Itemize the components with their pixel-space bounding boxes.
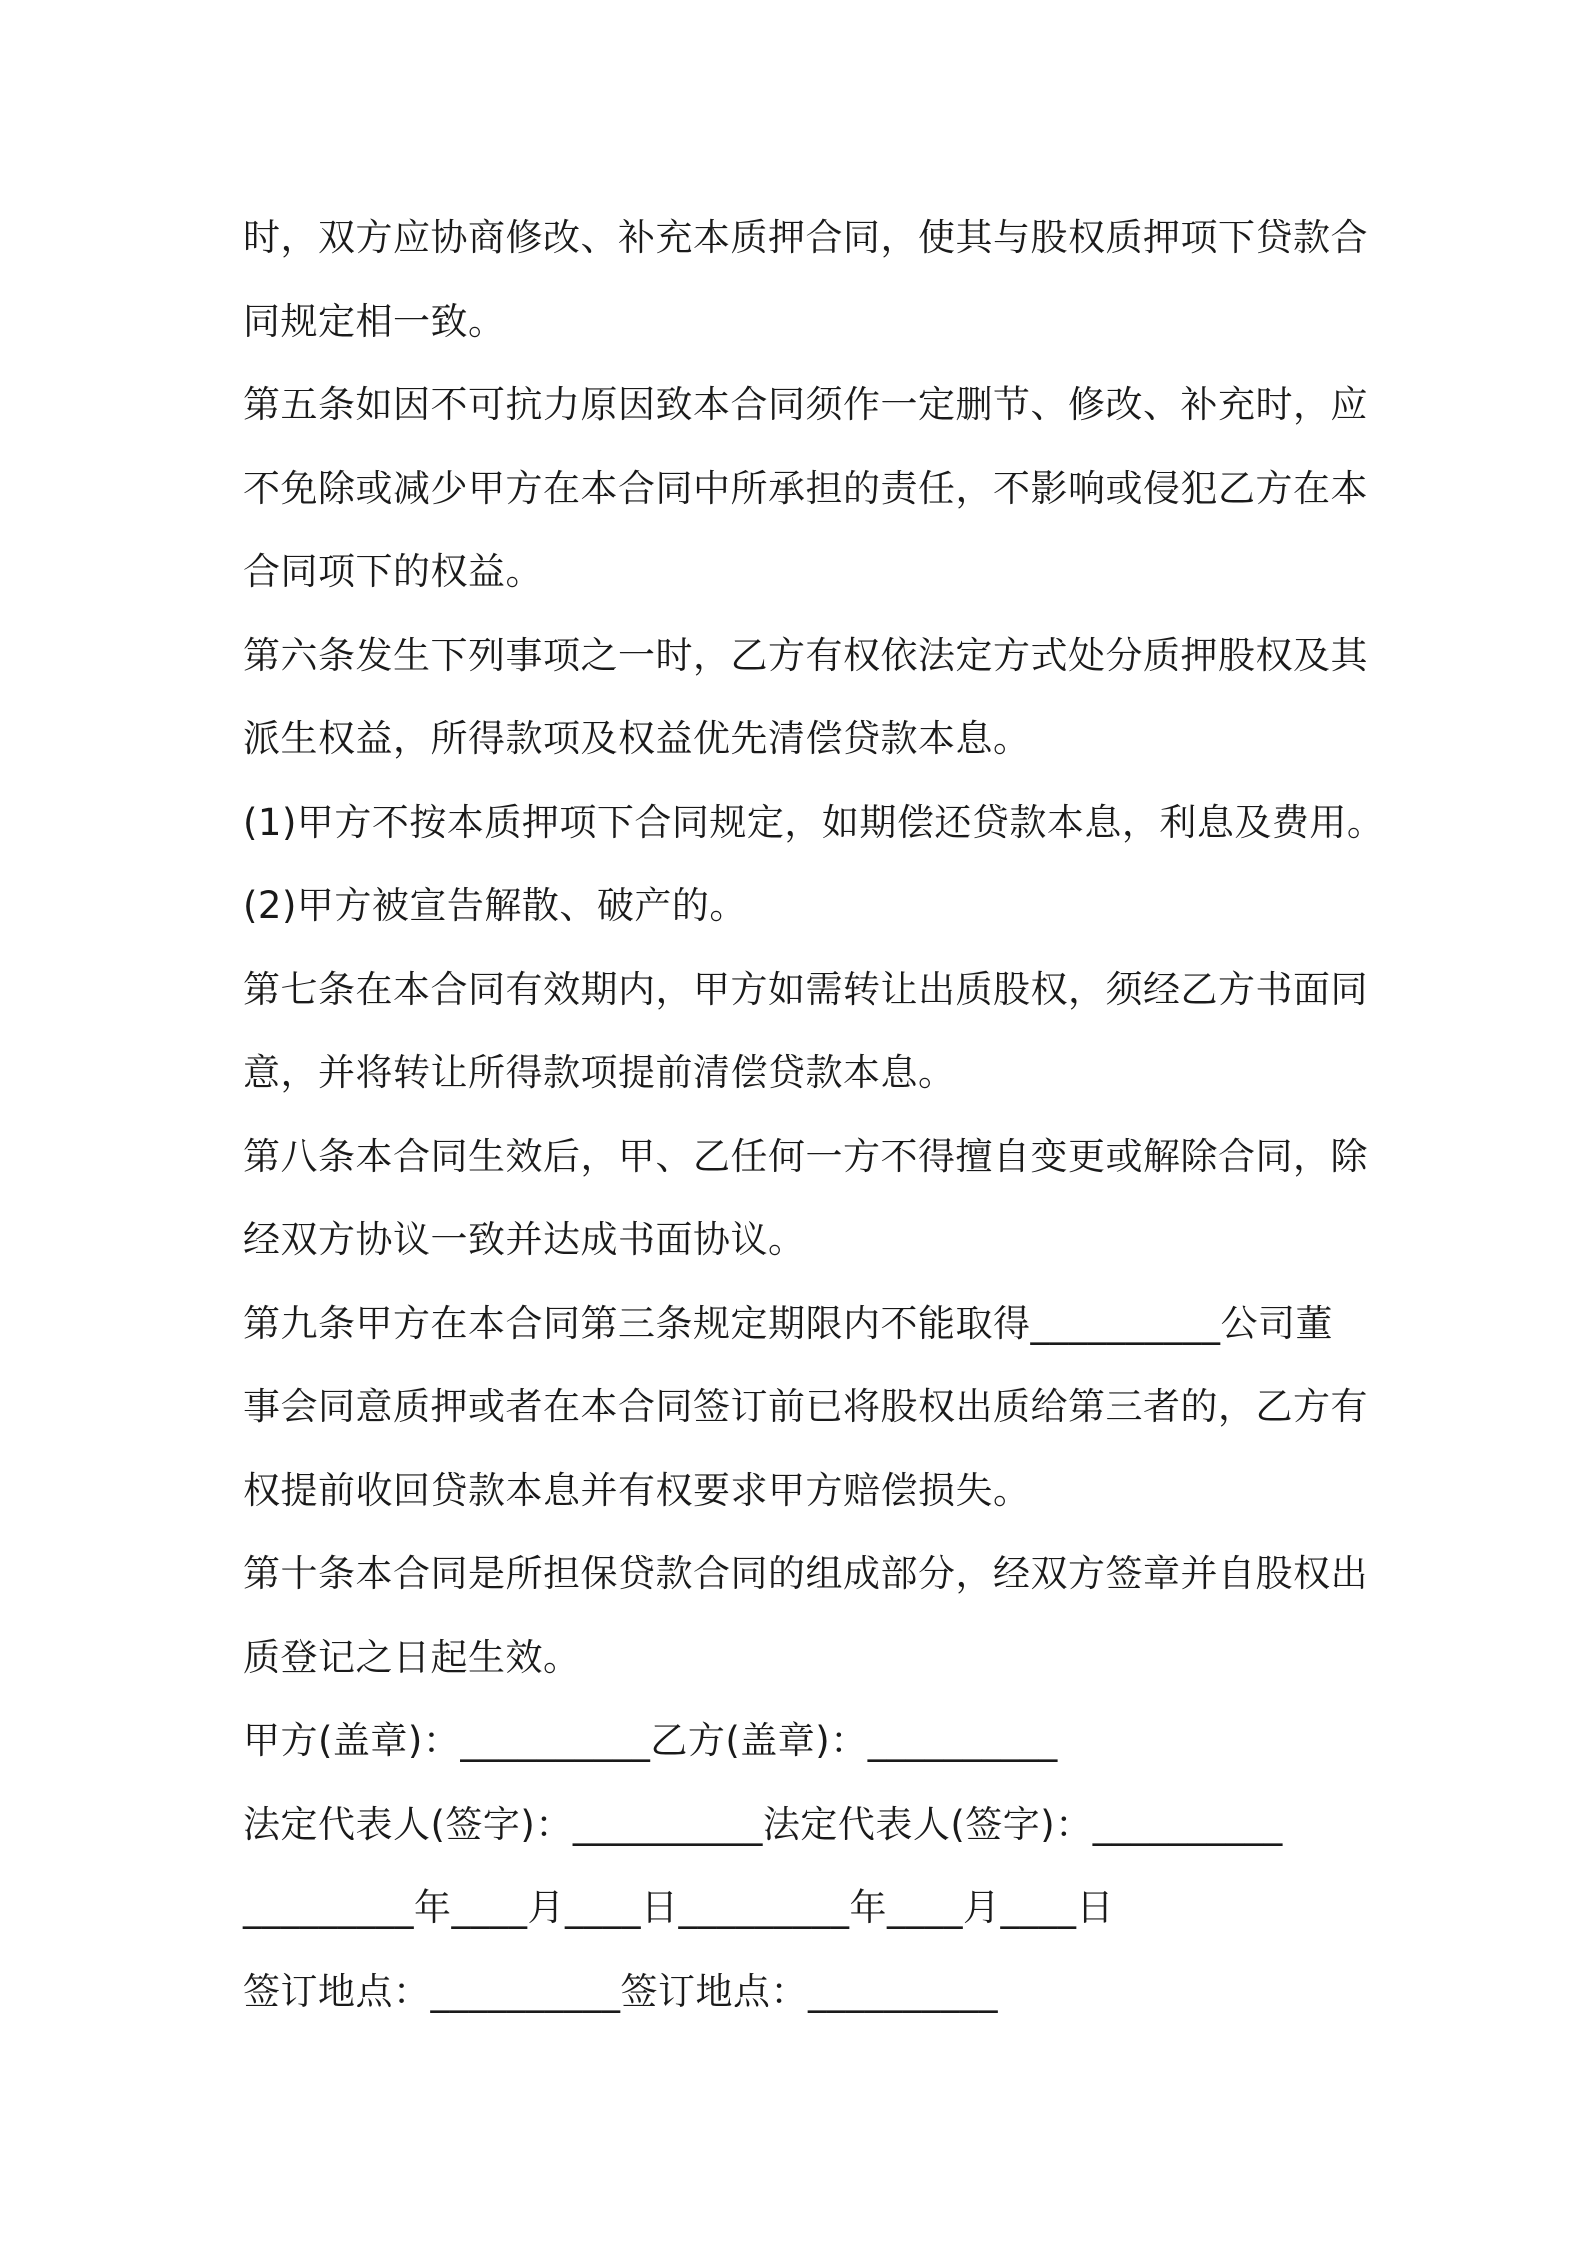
text-line: 不免除或减少甲方在本合同中所承担的责任，不影响或侵犯乙方在本	[243, 466, 1368, 510]
contract-body	[243, 196, 1385, 2033]
text-line: 质登记之日起生效。	[243, 1635, 581, 1679]
signing-place-line: 签订地点：__________签订地点：__________	[243, 1969, 998, 2013]
clause-item-2: (2)甲方被宣告解散、破产的。	[243, 884, 747, 927]
text-line: 合同项下的权益。	[243, 550, 543, 593]
clause-item-1: (1)甲方不按本质押项下合同规定，如期偿还贷款本息，利息及费用。	[243, 800, 1385, 844]
text-line: 时，双方应协商修改、补充本质押合同，使其与股权质押项下贷款合	[243, 216, 1368, 259]
legal-representative-line: 法定代表人(签字)：__________法定代表人(签字)：__________	[243, 1802, 1283, 1846]
text-line: 同规定相一致。	[243, 299, 506, 343]
seal-line: 甲方(盖章)：__________乙方(盖章)：__________	[243, 1719, 1058, 1762]
text-line: 派生权益，所得款项及权益优先清偿贷款本息。	[243, 717, 1031, 760]
date-line: _________年____月____日_________年____月____日	[243, 1886, 1114, 1929]
text-line: 经双方协议一致并达成书面协议。	[243, 1218, 806, 1261]
article-5-line: 第五条如因不可抗力原因致本合同须作一定删节、修改、补充时，应	[243, 383, 1368, 426]
article-9-line: 第九条甲方在本合同第三条规定期限内不能取得__________公司董	[243, 1301, 1333, 1345]
article-7-line: 第七条在本合同有效期内，甲方如需转让出质股权，须经乙方书面同	[243, 967, 1368, 1011]
article-8-line: 第八条本合同生效后，甲、乙任何一方不得擅自变更或解除合同，除	[243, 1134, 1368, 1178]
text-line: 事会同意质押或者在本合同签订前已将股权出质给第三者的，乙方有	[243, 1385, 1368, 1428]
article-6-line: 第六条发生下列事项之一时，乙方有权依法定方式处分质押股权及其	[243, 633, 1368, 677]
text-line: 意，并将转让所得款项提前清偿贷款本息。	[243, 1051, 956, 1094]
text-line: 权提前收回贷款本息并有权要求甲方赔偿损失。	[243, 1468, 1031, 1512]
article-10-line: 第十条本合同是所担保贷款合同的组成部分，经双方签章并自股权出	[243, 1552, 1368, 1595]
